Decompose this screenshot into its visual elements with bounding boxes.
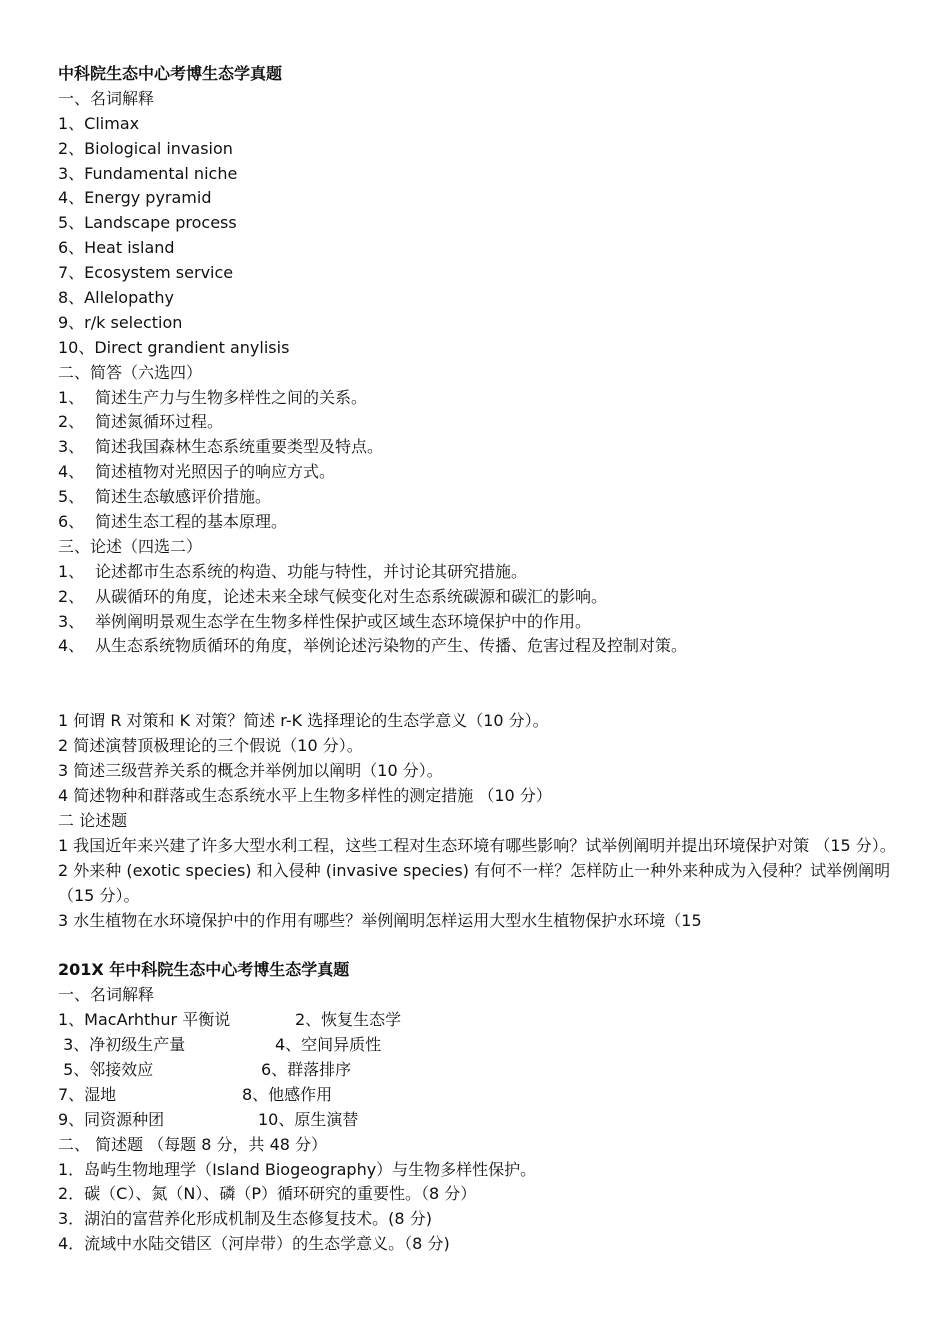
section1-part3-heading: 三、论述（四选二）	[58, 536, 203, 556]
item-text: 简述我国森林生态系统重要类型及特点。	[95, 437, 384, 457]
term-item: 6、Heat island	[58, 238, 175, 258]
short-answer-item: 3．湖泊的富营养化形成机制及生态修复技术。(8 分)	[58, 1209, 432, 1229]
term-pair-row	[58, 1058, 898, 1083]
term-pair-row	[58, 1083, 898, 1108]
essay-item	[58, 634, 898, 659]
essay-item	[58, 585, 898, 610]
section3-title: 201X 年中科院生态中心考博生态学真题	[58, 960, 350, 980]
item-text: 举例阐明景观生态学在生物多样性保护或区域生态环境保护中的作用。	[95, 611, 592, 631]
term-item: 9、r/k selection	[58, 312, 183, 332]
term-item: 4、Energy pyramid	[58, 188, 212, 208]
item-number: 4、	[58, 636, 85, 656]
term-a: 7、湿地	[58, 1084, 117, 1104]
term-pair-row	[58, 1108, 898, 1133]
item-text: 简述氮循环过程。	[95, 412, 224, 432]
term-pair-row	[58, 1033, 898, 1058]
term-item: 3、Fundamental niche	[58, 163, 238, 183]
essay-question: 1 我国近年来兴建了许多大型水利工程，这些工程对生态环境有哪些影响？试举例阐明并提出环境保护对策 （15 分）。	[58, 835, 896, 855]
term-item: 10、Direct grandient anylisis	[58, 337, 290, 357]
term-item: 7、Ecosystem service	[58, 263, 234, 283]
term-b: 6、群落排序	[261, 1060, 352, 1079]
section1-part2-heading: 二、简答（六选四）	[58, 362, 203, 382]
term-b: 8、他感作用	[242, 1084, 333, 1104]
term-b: 4、空间异质性	[275, 1035, 382, 1055]
section3-part1-heading: 一、名词解释	[58, 985, 155, 1005]
essay-item	[58, 560, 898, 585]
item-text: 论述都市生态系统的构造、功能与特性，并讨论其研究措施。	[95, 561, 528, 581]
item-text: 简述生态工程的基本原理。	[95, 512, 288, 532]
short-answer-item	[58, 410, 898, 435]
section1-title: 中科院生态中心考博生态学真题	[58, 64, 283, 83]
document-page	[58, 62, 898, 1257]
term-item: 1、Climax	[58, 113, 140, 133]
short-answer-item	[58, 485, 898, 510]
item-number: 3、	[58, 611, 85, 631]
term-item: 5、Landscape process	[58, 213, 237, 233]
term-item: 8、Allelopathy	[58, 288, 174, 308]
item-number: 1、	[58, 561, 85, 581]
question-item: 2 简述演替顶极理论的三个假说（10 分）。	[58, 736, 363, 756]
term-pair-row	[58, 1008, 898, 1033]
term-a: 1、MacArhthur 平衡说	[58, 1010, 231, 1030]
question-item: 3 简述三级营养关系的概念并举例加以阐明（10 分）。	[58, 761, 443, 781]
item-number: 6、	[58, 512, 85, 532]
section3-part2-heading: 二、 简述题 （每题 8 分，共 48 分）	[58, 1134, 328, 1154]
question-item: 4 简述物种和群落或生态系统水平上生物多样性的测定措施 （10 分）	[58, 786, 552, 806]
item-text: 简述生产力与生物多样性之间的关系。	[95, 387, 368, 407]
short-answer-item: 1．岛屿生物地理学（Island Biogeography）与生物多样性保护。	[58, 1159, 537, 1179]
item-number: 2、	[58, 412, 85, 432]
item-text: 从生态系统物质循环的角度，举例论述污染物的产生、传播、危害过程及控制对策。	[95, 636, 688, 656]
spacer	[58, 933, 898, 958]
item-number: 2、	[58, 586, 85, 606]
short-answer-item: 2．碳（C）、氮（N）、磷（P）循环研究的重要性。（8 分）	[58, 1184, 477, 1204]
item-text: 简述生态敏感评价措施。	[95, 487, 272, 507]
item-text: 从碳循环的角度，论述未来全球气候变化对生态系统碳源和碳汇的影响。	[95, 586, 608, 606]
term-a: 5、邻接效应	[58, 1060, 154, 1079]
item-number: 4、	[58, 462, 85, 482]
section2-essay-heading: 二 论述题	[58, 810, 128, 830]
short-answer-item	[58, 460, 898, 485]
short-answer-item	[58, 510, 898, 535]
item-text: 简述植物对光照因子的响应方式。	[95, 462, 336, 482]
term-a: 9、同资源种团	[58, 1109, 165, 1129]
essay-question: 2 外来种 (exotic species) 和入侵种 (invasive species) 有何不一样？怎样防止一种外来种成为入侵种？试举例阐明（15 分）。	[58, 860, 891, 905]
item-number: 5、	[58, 487, 85, 507]
short-answer-item	[58, 435, 898, 460]
question-item: 1 何谓 R 对策和 K 对策？简述 r-K 选择理论的生态学意义（10 分）。	[58, 711, 549, 731]
short-answer-item: 4．流域中水陆交错区（河岸带）的生态学意义。（8 分)	[58, 1234, 450, 1254]
section1-part1-heading: 一、名词解释	[58, 88, 155, 108]
term-b: 2、恢复生态学	[295, 1010, 402, 1030]
short-answer-item	[58, 386, 898, 411]
term-a: 3、净初级生产量	[58, 1035, 186, 1055]
item-number: 1、	[58, 387, 85, 407]
term-b: 10、原生演替	[258, 1109, 359, 1129]
essay-item	[58, 610, 898, 635]
term-item: 2、Biological invasion	[58, 138, 233, 158]
essay-question: 3 水生植物在水环境保护中的作用有哪些？举例阐明怎样运用大型水生植物保护水环境（15	[58, 910, 702, 930]
spacer	[58, 659, 898, 709]
item-number: 3、	[58, 437, 85, 457]
